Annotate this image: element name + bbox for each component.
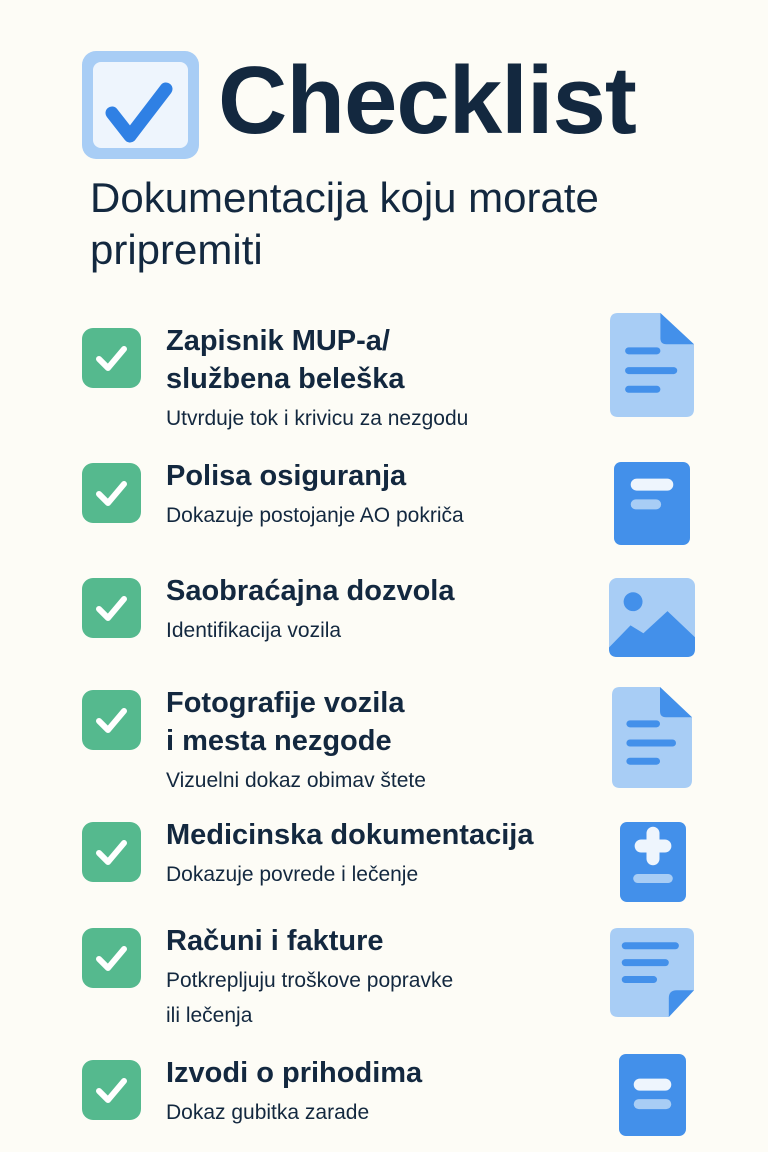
checkbox-checked-icon[interactable] bbox=[82, 690, 141, 750]
item-title: Medicinska dokumentacija bbox=[166, 819, 534, 851]
image-icon bbox=[609, 578, 695, 662]
item-title: Izvodi o prihodima bbox=[166, 1057, 423, 1089]
page-subtitle: Dokumentacija koju morate pripremiti bbox=[90, 174, 599, 273]
item-description: Vizuelni dokaz obimav štete bbox=[166, 769, 426, 792]
item-title: Fotografije vozila i mesta nezgode bbox=[166, 687, 405, 757]
checkbox-checked-icon[interactable] bbox=[82, 328, 141, 388]
medical-document-icon bbox=[620, 822, 686, 907]
item-title: Polisa osiguranja bbox=[166, 460, 407, 492]
statement-icon bbox=[619, 1054, 686, 1141]
checkbox-checked-icon[interactable] bbox=[82, 578, 141, 638]
document-icon bbox=[612, 687, 692, 793]
checkbox-checked-icon[interactable] bbox=[82, 1060, 141, 1120]
item-description: Identifikacija vozila bbox=[166, 619, 342, 642]
checkbox-checked-icon[interactable] bbox=[82, 463, 141, 523]
item-description: Utvrduje tok i krivicu za nezgodu bbox=[166, 407, 469, 430]
item-description: Dokazuje povrede i lečenje bbox=[166, 863, 419, 886]
document-icon bbox=[610, 313, 694, 422]
checkbox-checked-icon[interactable] bbox=[82, 822, 141, 882]
checkbox-logo-icon bbox=[82, 51, 199, 159]
item-description: Dokazuje postojanje AO pokriča bbox=[166, 504, 464, 527]
note-icon bbox=[610, 928, 694, 1022]
item-title: Računi i fakture bbox=[166, 925, 384, 957]
item-description: Dokaz gubitka zarade bbox=[166, 1101, 370, 1124]
page-title: Checklist bbox=[218, 47, 636, 154]
item-description: Potkrepljuju troškove popravke ili lečenja bbox=[166, 969, 454, 1027]
policy-card-icon bbox=[614, 462, 690, 550]
item-title: Saobraćajna dozvola bbox=[166, 575, 455, 607]
item-title: Zapisnik MUP-a/ službena beleška bbox=[166, 325, 405, 395]
checkbox-checked-icon[interactable] bbox=[82, 928, 141, 988]
